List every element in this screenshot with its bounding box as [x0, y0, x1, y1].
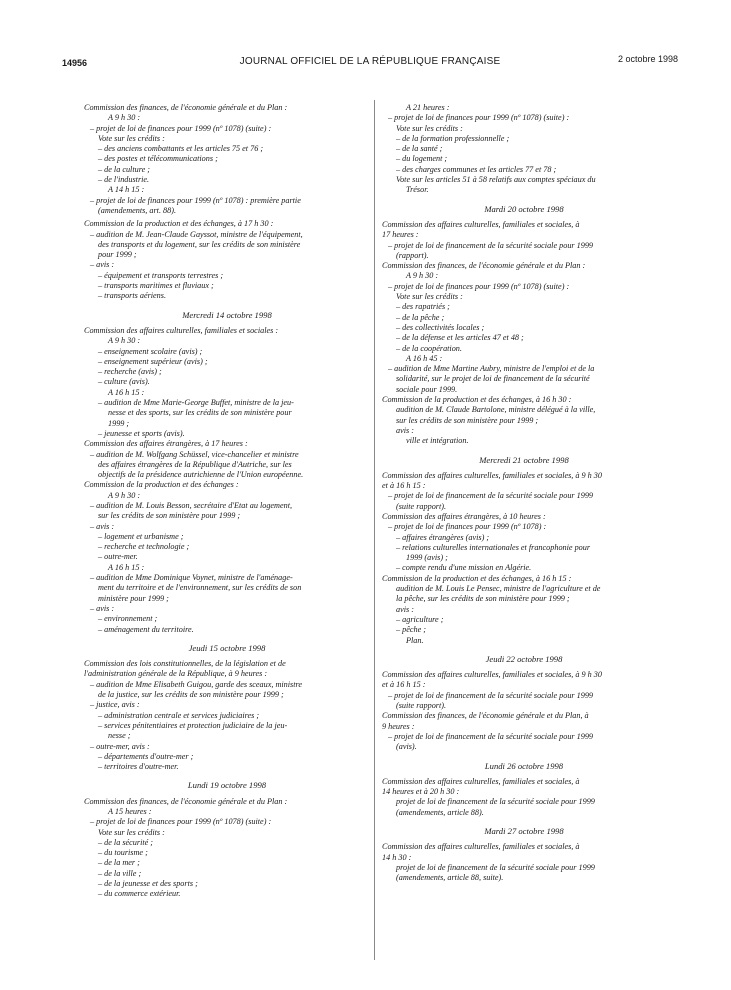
agenda-line: – transports maritimes et fluviaux ; [98, 281, 214, 291]
agenda-line: – audition de Mme Elisabeth Guigou, garde des sceaux, ministre [90, 679, 303, 689]
commission-heading: et à 16 h 15 : [382, 680, 426, 690]
agenda-line: – projet de loi de finances pour 1999 (nº 1078) (suite) : [90, 817, 272, 827]
agenda-line: – recherche (avis) ; [98, 367, 162, 377]
agenda-line: – de la jeunesse et des sports ; [98, 879, 198, 889]
agenda-line: – projet de loi de finances pour 1999 (nº 1078) : première partie [90, 195, 301, 205]
agenda-line: sociale pour 1999. [396, 384, 458, 394]
agenda-line: Vote sur les crédits : [98, 133, 165, 143]
agenda-line: A 14 h 15 : [108, 185, 145, 195]
issue-date: 2 octobre 1998 [617, 54, 678, 64]
agenda-line: – services pénitentiaires et protection judiciaire de la jeu- [98, 720, 288, 730]
agenda-line: – agriculture ; [396, 614, 444, 624]
agenda-line: objectifs de la présidence autrichienne de l'Union européenne. [98, 470, 304, 480]
agenda-line: – outre-mer, avis : [90, 741, 150, 751]
agenda-line: des transports et du logement, sur les crédits de son ministère [98, 239, 301, 249]
agenda-line: A 16 h 15 : [108, 562, 145, 572]
commission-heading: et à 16 h 15 : [382, 481, 426, 491]
agenda-line: – de la coopération. [396, 343, 462, 353]
agenda-line: – des charges communes et les articles 77 et 78 ; [396, 164, 557, 174]
agenda-line: avis : [396, 604, 414, 614]
agenda-line: – de la sécurité ; [98, 837, 154, 847]
agenda-line: Vote sur les crédits : [396, 123, 463, 133]
column-divider [374, 100, 375, 960]
agenda-line: A 9 h 30 : [406, 271, 439, 281]
commission-heading: Commission des affaires culturelles, familiales et sociales, à [382, 842, 580, 852]
agenda-line: – aménagement du territoire. [98, 624, 194, 634]
commission-heading: Commission des finances, de l'économie générale et du Plan : [84, 796, 288, 806]
commission-heading: Commission des finances, de l'économie générale et du Plan, à [382, 711, 589, 721]
agenda-line: nesse ; [108, 731, 131, 741]
agenda-line: (amendements, article 88). [396, 807, 484, 817]
agenda-line: 1999 (avis) ; [406, 553, 448, 563]
agenda-line: – environnement ; [98, 614, 158, 624]
commission-heading: Commission des affaires culturelles, familiales et sociales, à 9 h 30 [382, 470, 602, 480]
agenda-line: – projet de loi de financement de la sécurité sociale pour 1999 [388, 731, 594, 741]
agenda-line: A 9 h 30 : [108, 113, 141, 123]
session-date-heading: Mardi 27 octobre 1998 [484, 826, 564, 836]
agenda-line: – départements d'outre-mer ; [98, 751, 194, 761]
agenda-line: – de la formation professionnelle ; [396, 133, 510, 143]
commission-heading: Commission de la production et des échanges, à 17 h 30 : [84, 219, 274, 229]
commission-heading: Commission des affaires étrangères, à 17 heures : [84, 439, 248, 449]
agenda-line: Vote sur les crédits : [98, 827, 165, 837]
agenda-line: – recherche et technologie ; [98, 542, 190, 552]
agenda-line: audition de M. Louis Le Pensec, ministre de l'agriculture et de [396, 584, 601, 594]
journal-title: JOURNAL OFFICIEL DE LA RÉPUBLIQUE FRANÇAISE [239, 56, 501, 67]
agenda-line: Plan. [406, 635, 424, 645]
agenda-line: – relations culturelles internationales et francophonie pour [396, 542, 591, 552]
agenda-line: – de la pêche ; [396, 312, 445, 322]
agenda-line: pour 1999 ; [98, 250, 137, 260]
agenda-line: des affaires étrangères de la République d'Autriche, sur les [98, 459, 292, 469]
agenda-line: sur les crédits de son ministère pour 1999 ; [396, 415, 539, 425]
agenda-line: (avis). [396, 742, 417, 752]
agenda-line: – pêche ; [396, 625, 427, 635]
session-date-heading: Lundi 26 octobre 1998 [484, 760, 564, 771]
agenda-line: Trésor. [406, 185, 429, 195]
agenda-line: – de la défense et les articles 47 et 48 ; [396, 333, 524, 343]
agenda-line: solidarité, sur le projet de loi de financement de la sécurité [396, 374, 590, 384]
agenda-line: – de l'industrie. [98, 175, 150, 185]
page-header [62, 52, 678, 68]
agenda-line: audition de M. Claude Bartolone, ministre délégué à la ville, [396, 405, 596, 415]
agenda-line: projet de loi de financement de la sécurité sociale pour 1999 [396, 862, 595, 872]
agenda-line: – projet de loi de finances pour 1999 (nº 1078) : [388, 522, 547, 532]
agenda-line: – du logement ; [396, 154, 448, 164]
agenda-line: A 16 h 45 : [406, 353, 443, 363]
agenda-line: – compte rendu d'une mission en Algérie. [396, 563, 532, 573]
commission-heading: Commission des finances, de l'économie générale et du Plan : [382, 261, 586, 271]
agenda-line: – avis : [90, 603, 115, 613]
agenda-line: – logement et urbanisme ; [98, 531, 184, 541]
agenda-line: – des anciens combattants et les articles 75 et 76 ; [98, 144, 264, 154]
agenda-line: – audition de Mme Martine Aubry, ministre de l'emploi et de la [388, 364, 595, 374]
commission-heading: 14 heures et à 20 h 30 : [382, 787, 460, 797]
agenda-line: – affaires étrangères (avis) ; [396, 532, 490, 542]
agenda-line: – audition de M. Wolfgang Schüssel, vice-chancelier et ministre [90, 449, 299, 459]
agenda-line: – de la ville ; [98, 868, 142, 878]
agenda-line: (amendements, art. 88). [98, 205, 176, 215]
agenda-line: A 15 heures : [108, 807, 152, 816]
commission-heading: Commission des affaires culturelles, familiales et sociales, à [382, 219, 580, 229]
commission-heading: Commission des affaires étrangères, à 10 heures : [382, 511, 546, 521]
commission-heading: 14 h 30 : [382, 852, 412, 862]
agenda-line: (suite rapport). [396, 701, 447, 711]
commission-heading: Commission des affaires culturelles, familiales et sociales : [84, 325, 279, 335]
left-column [84, 103, 370, 900]
session-date-heading: Jeudi 15 octobre 1998 [188, 642, 266, 653]
agenda-line: – outre-mer. [98, 552, 138, 562]
commission-heading: l'administration générale de la République, à 9 heures : [84, 669, 268, 679]
agenda-line: (suite rapport). [396, 501, 447, 511]
agenda-line: A 21 heures : [406, 103, 450, 112]
agenda-line: – projet de loi de finances pour 1999 (nº 1078) (suite) : [90, 123, 272, 133]
page-number: 14956 [62, 58, 88, 68]
session-date-heading: Jeudi 22 octobre 1998 [485, 653, 563, 664]
agenda-line: – avis : [90, 260, 115, 270]
agenda-line: – justice, avis : [90, 700, 140, 710]
agenda-line: avis : [396, 425, 414, 435]
agenda-line: – projet de loi de financement de la sécurité sociale pour 1999 [388, 240, 594, 250]
agenda-line: – équipement et transports terrestres ; [98, 270, 224, 280]
agenda-line: – projet de loi de financement de la sécurité sociale pour 1999 [388, 491, 594, 501]
agenda-line: – de la santé ; [396, 144, 443, 154]
right-column [382, 103, 666, 883]
agenda-line: Vote sur les crédits : [396, 292, 463, 302]
agenda-line: – transports aériens. [98, 291, 167, 301]
agenda-line: – territoires d'outre-mer. [98, 762, 179, 772]
agenda-line: ville et intégration. [406, 436, 469, 446]
session-date-heading: Mercredi 21 octobre 1998 [479, 454, 569, 465]
agenda-line: nesse et des sports, sur les crédits de son ministère pour [108, 408, 292, 418]
agenda-line: – des collectivités locales ; [396, 322, 485, 332]
agenda-line: – du commerce extérieur. [98, 889, 181, 899]
agenda-line: – des postes et télécommunications ; [98, 154, 218, 164]
agenda-line: A 16 h 15 : [108, 387, 145, 397]
agenda-line: – jeunesse et sports (avis). [98, 428, 185, 438]
commission-heading: Commission de la production et des échanges, à 16 h 15 : [382, 573, 572, 583]
agenda-line: 1999 ; [108, 418, 130, 428]
agenda-line: – avis : [90, 521, 115, 531]
agenda-line: la pêche, sur les crédits de son ministère pour 1999 ; [396, 594, 570, 604]
commission-heading: 9 heures : [382, 721, 415, 731]
agenda-line: – projet de loi de finances pour 1999 (nº 1078) (suite) : [388, 113, 570, 123]
session-date-heading: Mercredi 14 octobre 1998 [182, 309, 272, 320]
agenda-line: – de la mer ; [98, 858, 140, 868]
commission-heading: 17 heures : [382, 230, 419, 240]
commission-heading: Commission des finances, de l'économie générale et du Plan : [84, 103, 288, 112]
agenda-line: de la justice, sur les crédits de son ministère pour 1999 ; [98, 690, 284, 700]
agenda-line: – audition de Mme Marie-George Buffet, ministre de la jeu- [98, 398, 294, 408]
agenda-line: – enseignement scolaire (avis) ; [98, 346, 203, 356]
commission-heading: Commission de la production et des échanges, à 16 h 30 : [382, 395, 572, 405]
agenda-line: – enseignement supérieur (avis) ; [98, 356, 208, 366]
agenda-line: – du tourisme ; [98, 848, 148, 858]
agenda-line: – audition de M. Louis Besson, secrétaire d'Etat au logement, [90, 500, 293, 510]
agenda-line: – des rapatriés ; [396, 302, 450, 312]
agenda-line: Vote sur les articles 51 à 58 relatifs aux comptes spéciaux du [396, 175, 596, 185]
agenda-line: sur les crédits de son ministère pour 1999 ; [98, 511, 241, 521]
commission-heading: Commission de la production et des échanges : [84, 480, 239, 490]
agenda-line: – projet de loi de finances pour 1999 (nº 1078) (suite) : [388, 281, 570, 291]
agenda-line: – projet de loi de financement de la sécurité sociale pour 1999 [388, 690, 594, 700]
agenda-line: A 9 h 30 : [108, 490, 141, 500]
agenda-line: – audition de M. Jean-Claude Gayssot, ministre de l'équipement, [90, 229, 303, 239]
commission-heading: Commission des affaires culturelles, familiales et sociales, à [382, 776, 580, 786]
agenda-line: ministère pour 1999 ; [98, 593, 169, 603]
agenda-line: – de la culture ; [98, 164, 150, 174]
agenda-line: projet de loi de financement de la sécurité sociale pour 1999 [396, 797, 595, 807]
session-date-heading: Lundi 19 octobre 1998 [187, 780, 267, 791]
agenda-line: (rapport). [396, 250, 429, 260]
commission-heading: Commission des lois constitutionnelles, de la législation et de [84, 659, 286, 669]
agenda-line: – audition de Mme Dominique Voynet, ministre de l'aménage- [90, 573, 293, 583]
agenda-line: – culture (avis). [98, 377, 150, 387]
agenda-line: – administration centrale et services judiciaires ; [98, 710, 260, 720]
agenda-line: (amendements, article 88, suite). [396, 873, 504, 883]
agenda-line: ment du territoire et de l'environnement, sur les crédits de son [98, 583, 302, 593]
agenda-line: A 9 h 30 : [108, 336, 141, 346]
commission-heading: Commission des affaires culturelles, familiales et sociales, à 9 h 30 [382, 670, 602, 680]
session-date-heading: Mardi 20 octobre 1998 [484, 203, 564, 214]
